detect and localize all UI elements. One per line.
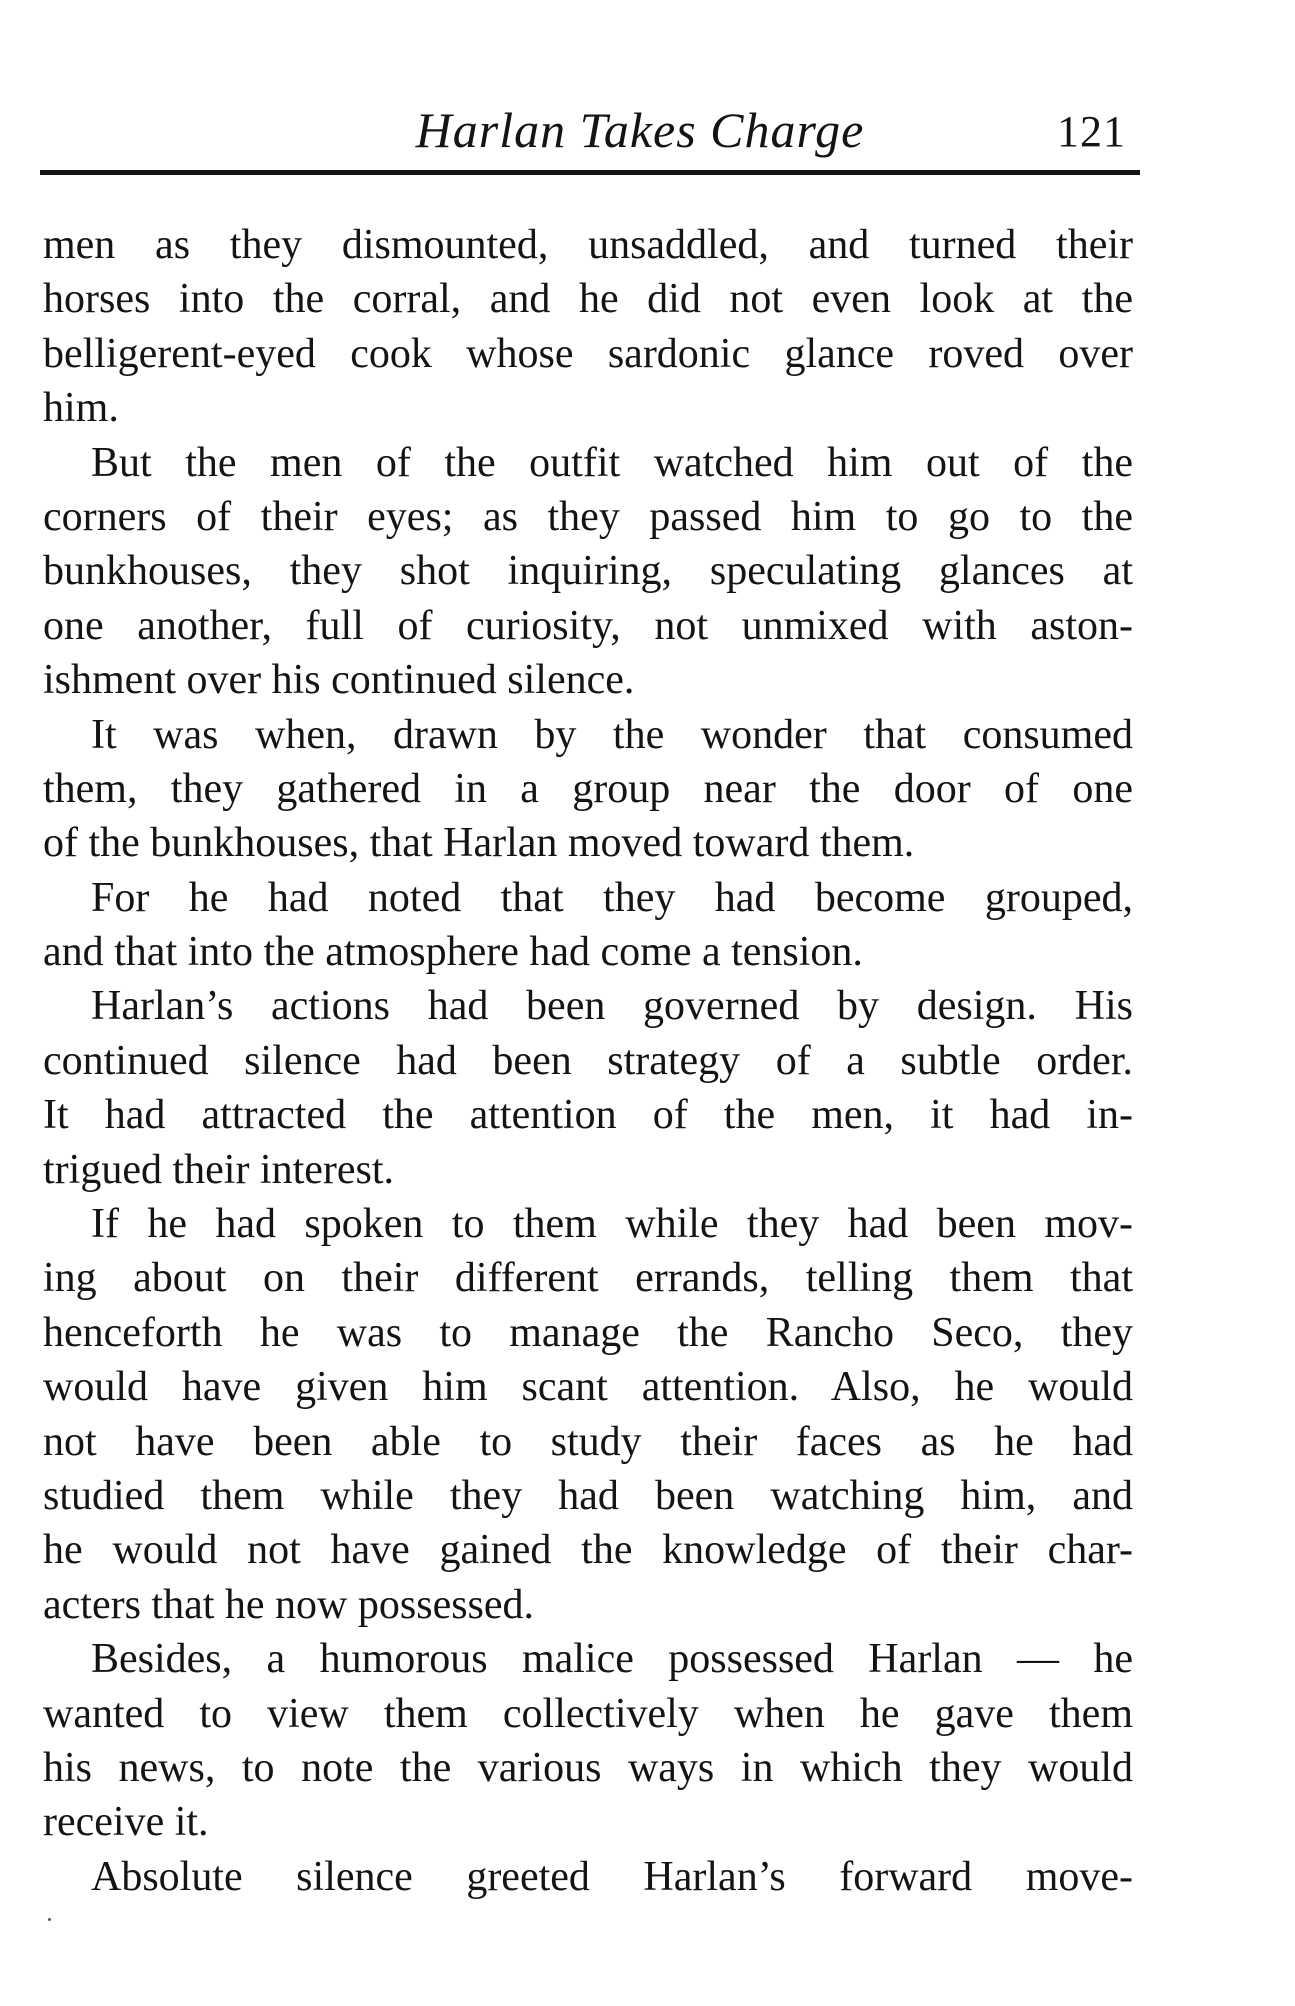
text-line: trigued their interest.: [43, 1146, 395, 1193]
text-line: receive it.: [43, 1799, 209, 1846]
text-line: them, they gathered in a group near the door of one: [43, 765, 1133, 812]
text-line: ing about on their different errands, telling them that: [43, 1255, 1133, 1302]
text-line: not have been able to study their faces as he had: [43, 1418, 1133, 1465]
paragraph: [43, 218, 1133, 436]
page-number: 121: [1057, 107, 1126, 156]
text-line: bunkhouses, they shot inquiring, speculating glances at: [43, 548, 1133, 595]
body-text: [43, 218, 1133, 1904]
text-line: would have given him scant attention. Also, he would: [43, 1364, 1133, 1411]
text-line: corners of their eyes; as they passed him to go to the: [43, 493, 1133, 540]
text-line: continued silence had been strategy of a subtle order.: [43, 1037, 1133, 1084]
text-line: Besides, a humorous malice possessed Harlan — he: [91, 1636, 1133, 1683]
text-line: one another, full of curiosity, not unmixed with aston-: [43, 602, 1133, 649]
text-line: acters that he now possessed.: [43, 1581, 535, 1628]
text-line: Harlan’s actions had been governed by design. His: [91, 983, 1133, 1030]
paragraph: [43, 1197, 1133, 1632]
text-line: him.: [43, 385, 119, 432]
text-line: wanted to view them collectively when he gave them: [43, 1690, 1133, 1737]
paragraph: [43, 708, 1133, 871]
paragraph: [43, 1850, 1133, 1904]
text-line: It had attracted the attention of the men, it had in-: [43, 1092, 1133, 1139]
text-line: his news, to note the various ways in which they would: [43, 1744, 1133, 1791]
text-line: horses into the corral, and he did not even look at the: [43, 276, 1133, 323]
text-line: and that into the atmosphere had come a tension.: [43, 929, 863, 976]
paragraph: [43, 979, 1133, 1197]
text-line: If he had spoken to them while they had been mov-: [91, 1201, 1133, 1248]
header-rule: [40, 170, 1140, 175]
text-line: he would not have gained the knowledge of their char-: [43, 1527, 1133, 1574]
text-line: henceforth he was to manage the Rancho Seco, they: [43, 1309, 1133, 1356]
running-title: Harlan Takes Charge: [415, 102, 865, 158]
text-line: men as they dismounted, unsaddled, and turned their: [43, 222, 1133, 268]
paragraph: [43, 436, 1133, 708]
text-line: For he had noted that they had become grouped,: [91, 874, 1133, 921]
text-line: ishment over his continued silence.: [43, 657, 635, 704]
text-line: Absolute silence greeted Harlan’s forward move-: [91, 1853, 1133, 1900]
text-line: of the bunkhouses, that Harlan moved toward them.: [43, 820, 915, 867]
text-line: It was when, drawn by the wonder that consumed: [91, 711, 1133, 758]
running-head: [40, 100, 1140, 170]
text-line: But the men of the outfit watched him out of the: [91, 439, 1133, 486]
paragraph: [43, 871, 1133, 980]
paragraph: [43, 1632, 1133, 1850]
text-line: belligerent-eyed cook whose sardonic glance roved over: [43, 330, 1133, 377]
paper-speck: [48, 1918, 51, 1921]
text-line: studied them while they had been watching him, and: [43, 1472, 1133, 1519]
